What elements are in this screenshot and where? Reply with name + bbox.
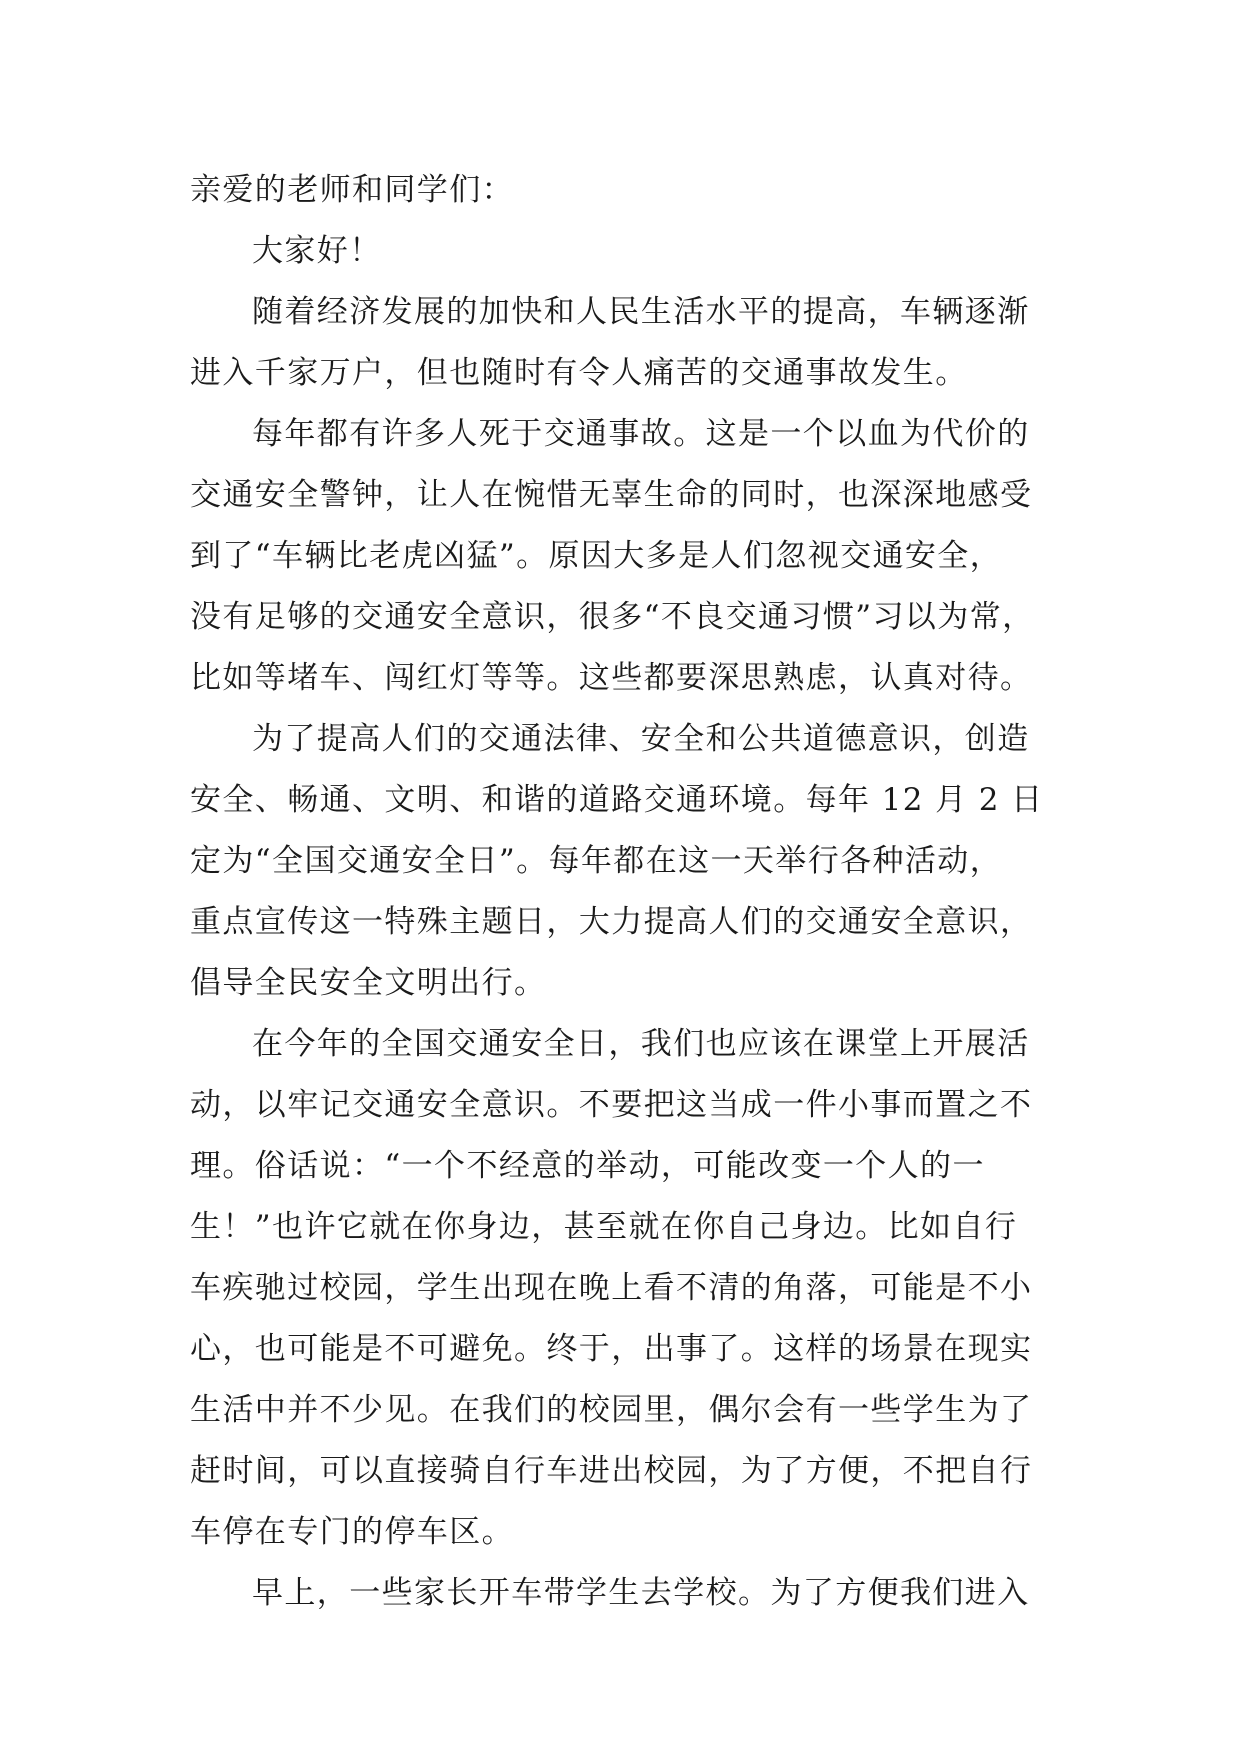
greeting: 大家好！ [252,233,382,269]
text-line: 每年都有许多人死于交通事故。这是一个以血为代价的 [252,416,1030,452]
text-line: 早上，一些家长开车带学生去学校。为了方便我们进入 [252,1575,1030,1611]
text-line: 重点宣传这一特殊主题日，大力提高人们的交通安全意识， [190,904,1033,940]
text-line: 赶时间，可以直接骑自行车进出校园，为了方便，不把自行 [190,1453,1033,1489]
text-line: 车停在专门的停车区。 [190,1514,514,1550]
salutation: 亲爱的老师和同学们： [190,172,514,208]
text-line: 随着经济发展的加快和人民生活水平的提高，车辆逐渐 [252,294,1030,330]
text-line: 没有足够的交通安全意识，很多“不良交通习惯”习以为常， [190,599,1035,635]
text-line: 生！”也许它就在你身边，甚至就在你自己身边。比如自行 [190,1209,1018,1245]
text-line: 定为“全国交通安全日”。每年都在这一天举行各种活动， [190,843,1003,879]
text-line: 在今年的全国交通安全日，我们也应该在课堂上开展活 [252,1026,1030,1062]
text-line: 安全、畅通、文明、和谐的道路交通环境。每年 12 月 2 日 [190,782,1044,818]
text-line: 交通安全警钟，让人在惋惜无辜生命的同时，也深深地感受 [190,477,1033,513]
text-line: 动，以牢记交通安全意识。不要把这当成一件小事而置之不 [190,1087,1033,1123]
text-line: 心，也可能是不可避免。终于，出事了。这样的场景在现实 [190,1331,1033,1367]
text-line: 倡导全民安全文明出行。 [190,965,547,1001]
text-line: 车疾驰过校园，学生出现在晚上看不清的角落，可能是不小 [190,1270,1033,1306]
text-line: 进入千家万户，但也随时有令人痛苦的交通事故发生。 [190,355,968,391]
text-line: 比如等堵车、闯红灯等等。这些都要深思熟虑，认真对待。 [190,660,1033,696]
text-line: 理。俗话说：“一个不经意的举动，可能改变一个人的一 [190,1148,985,1184]
text-line: 生活中并不少见。在我们的校园里，偶尔会有一些学生为了 [190,1392,1033,1428]
text-line: 到了“车辆比老虎凶猛”。原因大多是人们忽视交通安全， [190,538,1003,574]
text-line: 为了提高人们的交通法律、安全和公共道德意识，创造 [252,721,1030,757]
